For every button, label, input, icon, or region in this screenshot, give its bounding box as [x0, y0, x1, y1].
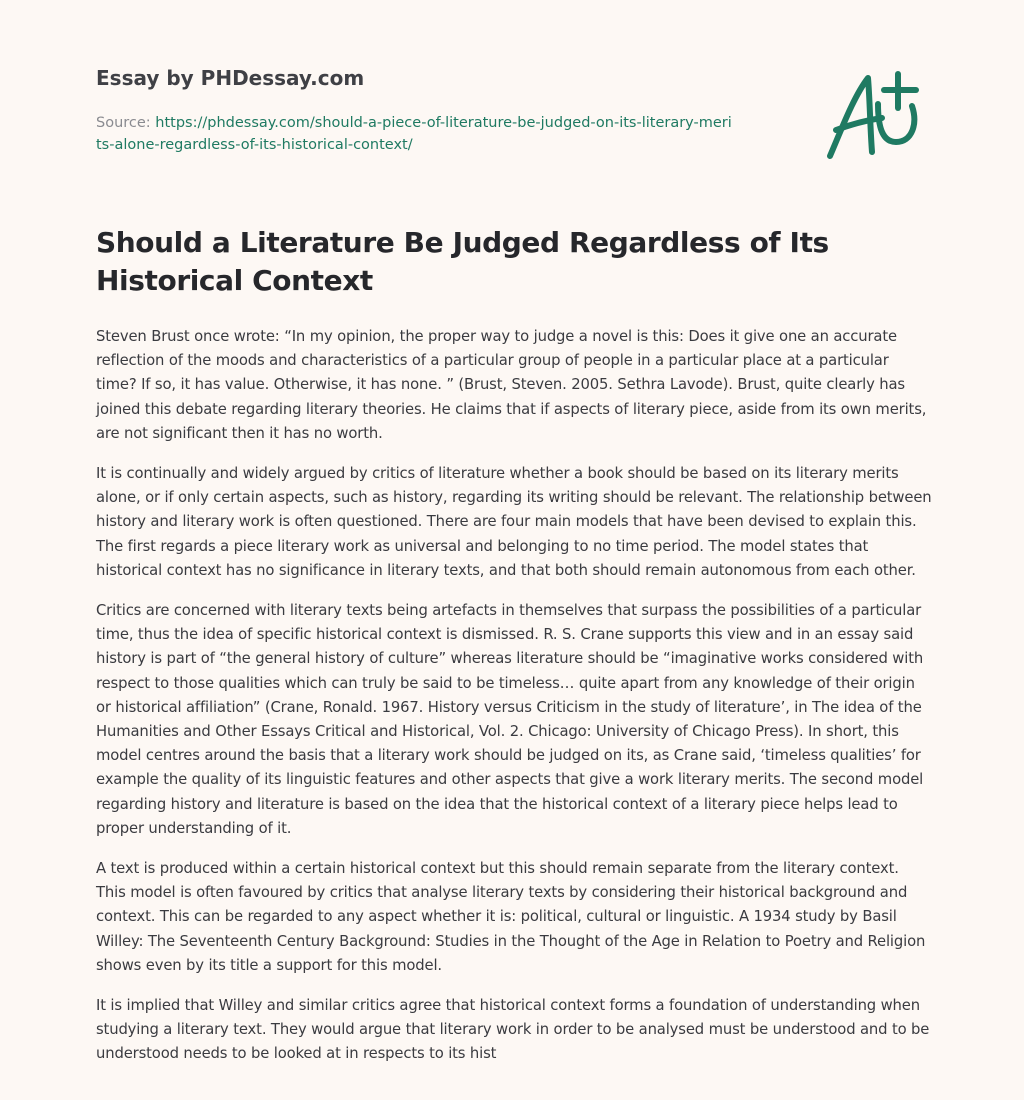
- site-brand: Essay by PHDessay.com: [96, 66, 365, 90]
- essay-paragraph: It is implied that Willey and similar critics agree that historical context forms a foundation of understanding when studying a literary text. They would argue that literary work in order to be analysed must be understood and to be understood needs to be looked at in respects to its hist: [96, 997, 930, 1063]
- essay-title: Should a Literature Be Judged Regardless of Its Historical Context: [96, 226, 829, 297]
- essay-body: [96, 325, 932, 1083]
- essay-paragraph: Critics are concerned with literary texts being artefacts in themselves that surpass the possibilities of a particular time, thus the idea of specific historical context is dismissed. R. S. Crane supports this view and in an essay said history is part of “the general history of culture” whereas literature should be “imaginative works considered with respect to those qualities which can truly be said to be timeless… quite apart from any knowledge of their origin or historical affiliation” (Crane, Ronald. 1967. History versus Criticism in the study of literature’, in The idea of the Humanities and Other Essays Critical and Historical, Vol. 2. Chicago: University of Chicago Press). In short, this model centres around the basis that a literary work should be judged on its, as Crane said, ‘timeless qualities’ for example the quality of its linguistic features and other aspects that give a work literary merits. The second model regarding history and literature is based on the idea that the historical context of a literary piece helps lead to proper understanding of it.: [96, 602, 924, 837]
- a-plus-grade-icon: [820, 66, 930, 166]
- source-label: Source:: [96, 115, 151, 131]
- page-header: [96, 64, 756, 156]
- essay-paragraph: A text is produced within a certain historical context but this should remain separate from the literary context. This model is often favoured by critics that analyse literary texts by considering their historical background and context. This can be regarded to any aspect whether it is: political, cultural or linguistic. A 1934 study by Basil Willey: The Seventeenth Century Background: Studies in the Thought of the Age in Relation to Poetry and Religion shows even by its title a support for this model.: [96, 860, 926, 974]
- essay-paragraph: Steven Brust once wrote: “In my opinion, the proper way to judge a novel is this: Does it give one an accurate reflection of the moods and characteristics of a particular group of people in a particular place at a particular time? If so, it has value. Otherwise, it has none. ” (Brust, Steven. 2005. Sethra Lavode). Brust, quite clearly has joined this debate regarding literary theories. He claims that if aspects of literary piece, aside from its own merits, are not significant then it has no worth.: [96, 328, 927, 442]
- essay-paragraph: It is continually and widely argued by critics of literature whether a book should be based on its literary merits alone, or if only certain aspects, such as history, regarding its writing should be relevant. The relationship between history and literary work is often questioned. There are four main models that have been devised to explain this. The first regards a piece literary work as universal and belonging to no time period. The model states that historical context has no significance in literary texts, and that both should remain autonomous from each other.: [96, 465, 932, 579]
- source-line: [96, 112, 736, 156]
- source-link[interactable]: https://phdessay.com/should-a-piece-of-literature-be-judged-on-its-literary-merits-alone-regardless-of-its-historical-context/: [96, 115, 732, 153]
